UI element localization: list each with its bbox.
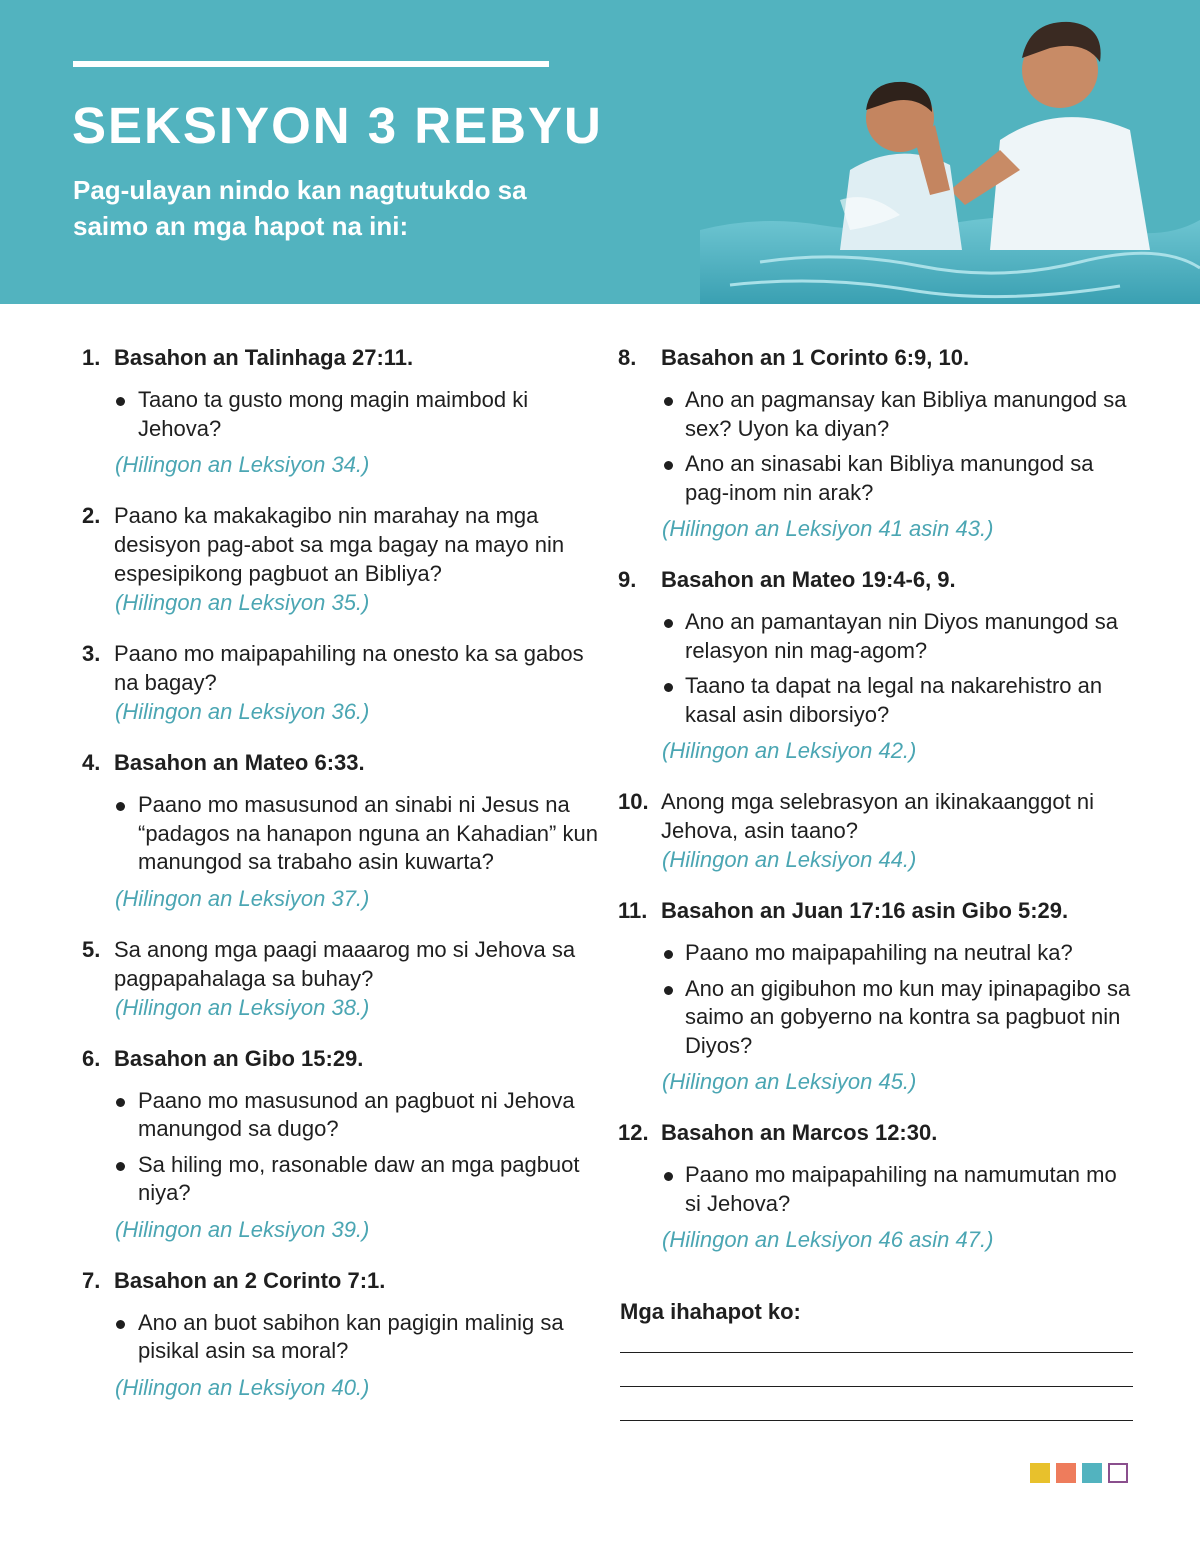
question-text: Basahon an 1 Corinto 6:9, 10. [661,345,970,370]
question-number: 2. [82,503,101,528]
bullet-icon [116,802,125,811]
question-11 [618,896,1138,1096]
section-color-squares [1030,1463,1128,1483]
lesson-reference: (Hilingon an Leksiyon 37.) [115,885,370,911]
question-number: 4. [82,750,101,775]
answer-line[interactable] [620,1386,1133,1387]
question-text: Basahon an 2 Corinto 7:1. [114,1267,386,1293]
question-1 [82,343,602,479]
orange-square-icon [1056,1463,1076,1483]
bullet-item: Taano ta dapat na legal na nakarehistro an kasal asin diborsiyo? [618,672,1138,729]
lesson-reference: (Hilingon an Leksiyon 44.) [662,847,917,872]
question-text: Basahon an Gibo 15:29. [114,1045,364,1071]
lesson-reference: (Hilingon an Leksiyon 36.) [115,699,370,724]
question-number: 1. [82,345,101,370]
lesson-reference: (Hilingon an Leksiyon 39.) [115,1216,370,1242]
question-3 [82,639,602,726]
bullet-item: Paano mo maipapahiling na namumutan mo si Jehova? [618,1161,1138,1218]
bullet-icon [664,461,673,470]
question-number: 12. [618,1120,649,1145]
question-text: Basahon an Mateo 19:4-6, 9. [661,567,956,592]
bullet-icon [664,950,673,959]
question-text: Basahon an Juan 17:16 asin Gibo 5:29. [661,898,1069,923]
question-4 [82,748,602,913]
bullet-item: Ano an buot sabihon kan pagigin malinig sa pisikal asin sa moral? [82,1309,602,1366]
bullet-item: Paano mo maipapahiling na neutral ka? [618,939,1138,968]
header-rule [73,61,549,67]
my-questions-label: Mga ihahapot ko: [620,1299,801,1324]
question-text: Sa anong mga paagi maaarog mo si Jehova sa pagpapahalaga sa buhay? [114,936,576,991]
bullet-item: Ano an gigibuhon mo kun may ipinapagibo sa saimo an gobyerno na kontra sa pagbuot nin Diyos? [618,975,1138,1061]
question-9 [618,565,1138,765]
bullet-icon [116,1098,125,1107]
bullet-icon [664,1172,673,1181]
bullet-icon [664,683,673,692]
page-title: SEKSIYON 3 REBYU [72,97,603,154]
right-column [618,343,1138,1276]
bullet-item: Ano an sinasabi kan Bibliya manungod sa pag-inom nin arak? [618,450,1138,507]
page-subtitle: Pag-ulayan nindo kan nagtutukdo sa saimo an mga hapot na ini: [73,175,527,241]
baptism-illustration [700,0,1200,304]
bullet-item: Paano mo masusunod an sinabi ni Jesus na “padagos na hanapon nguna an Kahadian” kun manungod sa trabaho asin kuwarta? [82,791,602,877]
left-column [82,343,602,1424]
bullet-icon [116,1320,125,1329]
answer-line[interactable] [620,1352,1133,1353]
question-text: Basahon an Mateo 6:33. [114,750,365,775]
question-number: 7. [82,1267,101,1293]
lesson-reference: (Hilingon an Leksiyon 34.) [115,452,370,477]
question-text: Paano ka makakagibo nin marahay na mga desisyon pag-abot sa mga bagay na mayo nin espesipikong pagbuot an Bibliya? [114,503,565,586]
lesson-reference: (Hilingon an Leksiyon 38.) [115,994,370,1020]
bullet-icon [664,619,673,628]
lesson-reference: (Hilingon an Leksiyon 35.) [115,590,370,615]
answer-line[interactable] [620,1420,1133,1421]
question-8 [618,343,1138,543]
question-2 [82,501,602,617]
lesson-reference: (Hilingon an Leksiyon 42.) [662,738,917,763]
question-text: Paano mo maipapahiling na onesto ka sa gabos na bagay? [114,641,584,695]
question-number: 5. [82,936,101,962]
question-12 [618,1118,1138,1254]
question-text: Anong mga selebrasyon an ikinakaanggot ni Jehova, asin taano? [661,789,1094,843]
question-5 [82,935,602,1022]
header-banner [0,0,1200,304]
question-number: 8. [618,345,637,370]
yellow-square-icon [1030,1463,1050,1483]
lesson-reference: (Hilingon an Leksiyon 46 asin 47.) [662,1227,994,1252]
question-6 [82,1044,602,1244]
question-number: 6. [82,1045,101,1071]
question-10 [618,787,1138,874]
question-number: 10. [618,789,649,814]
question-text: Basahon an Talinhaga 27:11. [114,345,414,370]
bullet-item: Paano mo masusunod an pagbuot ni Jehova manungod sa dugo? [82,1087,602,1144]
teal-square-icon [1082,1463,1102,1483]
question-number: 3. [82,641,101,666]
bullet-icon [664,986,673,995]
bullet-icon [664,397,673,406]
question-number: 9. [618,567,637,592]
lesson-reference: (Hilingon an Leksiyon 40.) [115,1374,370,1400]
bullet-item: Ano an pagmansay kan Bibliya manungod sa sex? Uyon ka diyan? [618,386,1138,443]
question-number: 11. [618,898,648,923]
outline-square-icon [1108,1463,1128,1483]
bullet-item: Ano an pamantayan nin Diyos manungod sa relasyon nin mag-agom? [618,608,1138,665]
lesson-reference: (Hilingon an Leksiyon 41 asin 43.) [662,516,994,541]
bullet-icon [116,1162,125,1171]
question-text: Basahon an Marcos 12:30. [661,1120,938,1145]
bullet-item: Sa hiling mo, rasonable daw an mga pagbuot niya? [82,1151,602,1208]
question-7 [82,1266,602,1402]
bullet-icon [116,397,125,406]
bullet-item: Taano ta gusto mong magin maimbod ki Jehova? [82,386,602,443]
lesson-reference: (Hilingon an Leksiyon 45.) [662,1069,917,1094]
